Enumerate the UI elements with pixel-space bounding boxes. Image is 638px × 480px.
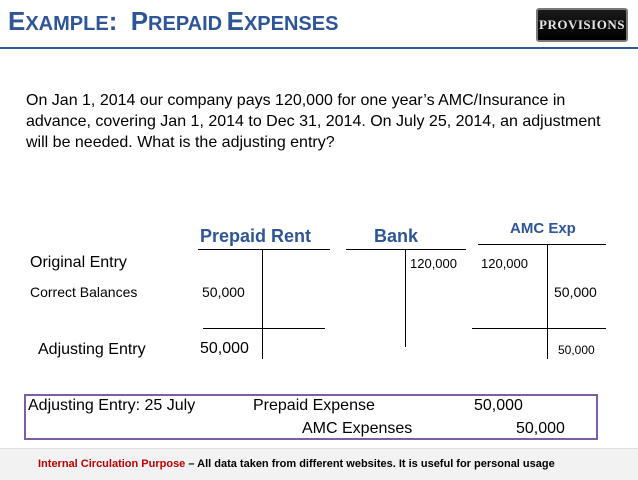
title-divider	[0, 47, 638, 49]
row-label-correct-balances: Correct Balances	[30, 284, 138, 300]
amc-exp-vertical-line	[547, 244, 548, 359]
prepaid-rent-title: Prepaid Rent	[200, 226, 312, 246]
bank-title: Bank	[374, 226, 419, 246]
row-label-original-entry: Original Entry	[30, 254, 127, 271]
amc-debit-value: 120,000	[481, 256, 528, 271]
prepaid-correct-value: 50,000	[202, 284, 245, 300]
amc-correct-value: 50,000	[554, 284, 597, 300]
amc-exp-top-line	[478, 244, 606, 245]
prepaid-rent-top-line	[198, 249, 330, 250]
prepaid-adjust-value: 50,000	[200, 340, 249, 357]
provisions-badge: PROVISIONS	[536, 8, 628, 42]
amc-adjust-value: 50,000	[558, 343, 595, 357]
intro-text: On Jan 1, 2014 our company pays 120,000 for one year’s AMC/Insurance in advance, covering Jan 1, 2014 to Dec 31, 2014. On July 25, 2014, an adjustment will be needed. What is the adjusting entry?	[26, 92, 601, 151]
footer-rest: – All data taken from different websites. It is useful for personal usage	[185, 458, 555, 470]
footer-lead: Internal Circulation Purpose	[38, 458, 186, 470]
journal-credit-account: AMC Expenses	[302, 420, 413, 437]
bank-vertical-line	[405, 249, 406, 347]
journal-debit-amount: 50,000	[474, 397, 523, 414]
journal-label: Adjusting Entry: 25 July	[28, 397, 196, 414]
amc-exp-title: AMC Exp	[510, 220, 576, 237]
bank-top-line	[346, 249, 466, 250]
prepaid-rent-lower-line	[203, 328, 325, 329]
journal-debit-account: Prepaid Expense	[253, 397, 375, 414]
row-label-adjusting-entry: Adjusting Entry	[38, 341, 146, 358]
footer-note	[38, 458, 555, 470]
page-title: EXAMPLE: PREPAID EXPENSES	[8, 6, 339, 36]
prepaid-rent-vertical-line	[262, 249, 263, 359]
amc-exp-lower-line	[472, 328, 606, 329]
bank-credit-value: 120,000	[410, 256, 457, 271]
journal-credit-amount: 50,000	[516, 420, 565, 437]
